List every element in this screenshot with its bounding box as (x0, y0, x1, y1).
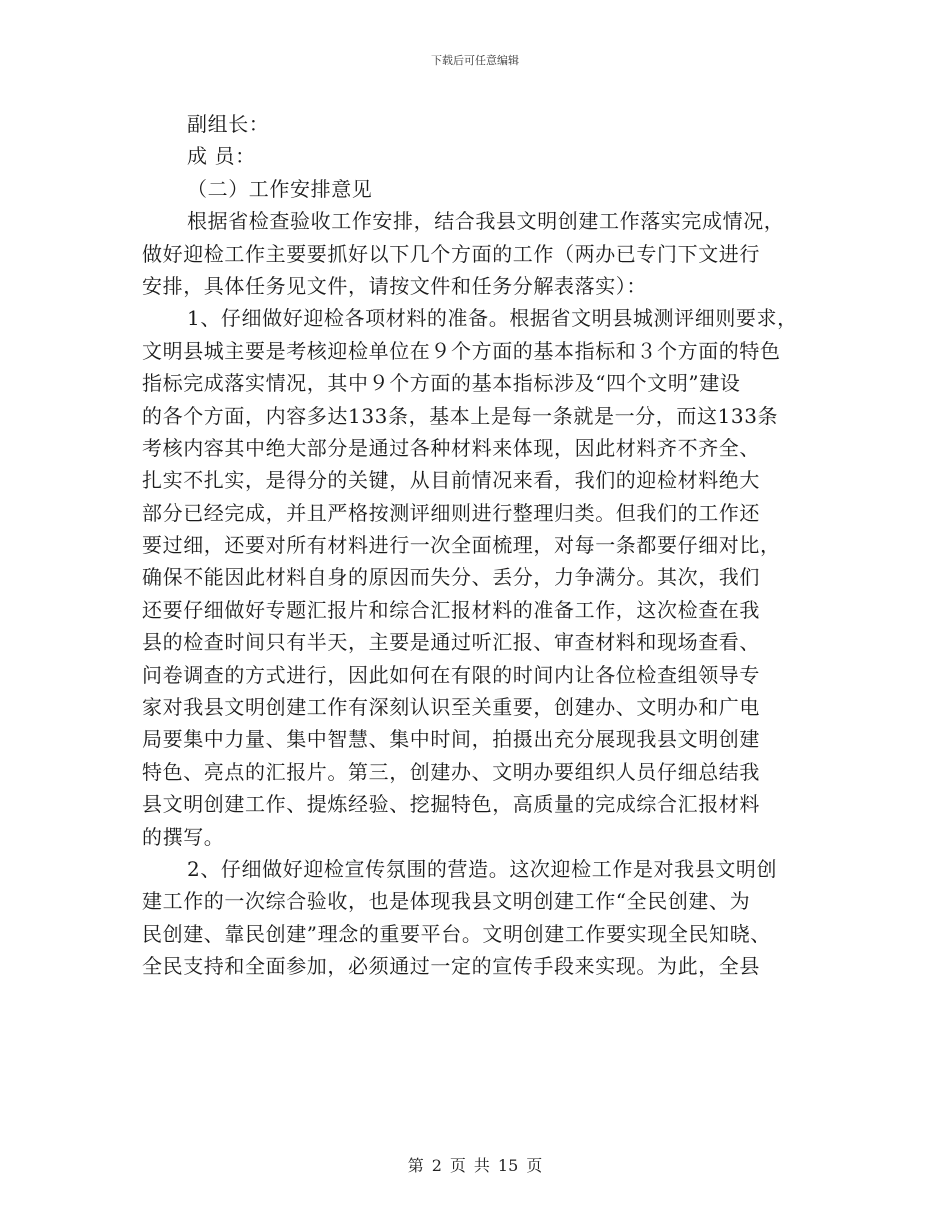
text-line: 考核内容其中绝大部分是通过各种材料来体现，因此材料齐不齐全、 (142, 435, 760, 460)
footer-page-number: 2 (431, 1156, 442, 1175)
text-line: 部分已经完成，并且严格按测评细则进行整理归类。但我们的工作还 (142, 500, 760, 525)
text-line: 民创建、靠民创建”理念的重要平台。文明创建工作要实现全民知晓、 (142, 921, 771, 946)
footer-page-word: 页 (449, 1156, 466, 1175)
text-line: 指标完成落实情况，其中９个方面的基本指标涉及“四个文明”建设 (142, 371, 741, 396)
text-line: 家对我县文明创建工作有深刻认识至关重要，创建办、文明办和广电 (142, 695, 760, 720)
text-line: 成 员： (187, 144, 256, 169)
text-line: 确保不能因此材料自身的原因而失分、丢分，力争满分。其次，我们 (142, 565, 760, 590)
document-body (142, 108, 822, 983)
text-line: 全民支持和全面参加，必须通过一定的宣传手段来实现。为此，全县 (142, 954, 760, 979)
page-header-note: 下载后可任意编辑 (431, 54, 519, 67)
text-line: 要过细，还要对所有材料进行一次全面梳理，对每一条都要仔细对比， (142, 533, 781, 558)
text-line: 文明县城主要是考核迎检单位在９个方面的基本指标和３个方面的特色 (142, 338, 781, 363)
footer-suffix: 页 (526, 1156, 543, 1175)
text-line: 安排，具体任务见文件，请按文件和任务分解表落实）： (142, 273, 647, 298)
text-line: 的撰写。 (142, 824, 225, 849)
text-line: 做好迎检工作主要要抓好以下几个方面的工作（两办已专门下文进行 (142, 241, 760, 266)
footer-prefix: 第 (407, 1156, 424, 1175)
text-line: 特色、亮点的汇报片。第三，创建办、文明办要组织人员仔细总结我 (142, 759, 760, 784)
text-line: 1、仔细做好迎检各项材料的准备。根据省文明县城测评细则要求， (187, 306, 798, 331)
page-footer (0, 1153, 950, 1176)
text-line: 县的检查时间只有半天，主要是通过听汇报、审查材料和现场查看、 (142, 630, 760, 655)
text-line: 局要集中力量、集中智慧、集中时间，拍摄出充分展现我县文明创建 (142, 727, 760, 752)
text-line: 问卷调查的方式进行，因此如何在有限的时间内让各位检查组领导专 (142, 662, 760, 687)
text-line: 还要仔细做好专题汇报片和综合汇报材料的准备工作，这次检查在我 (142, 597, 760, 622)
text-line: 建工作的一次综合验收，也是体现我县文明创建工作“全民创建、为 (142, 889, 751, 914)
text-line: （二）工作安排意见 (187, 176, 373, 201)
footer-total-word: 共 (473, 1156, 490, 1175)
text-line: 扎实不扎实，是得分的关键，从目前情况来看，我们的迎检材料绝大 (142, 468, 760, 493)
footer-total-pages: 15 (497, 1156, 519, 1175)
text-line: 2、仔细做好迎检宣传氛围的营造。这次迎检工作是对我县文明创 (187, 856, 778, 881)
text-line: 的各个方面，内容多达133条，基本上是每一条就是一分，而这133条 (142, 403, 779, 428)
text-line: 县文明创建工作、提炼经验、挖掘特色，高质量的完成综合汇报材料 (142, 792, 760, 817)
text-line: 根据省检查验收工作安排，结合我县文明创建工作落实完成情况， (187, 209, 785, 234)
text-line: 副组长： (187, 112, 270, 136)
